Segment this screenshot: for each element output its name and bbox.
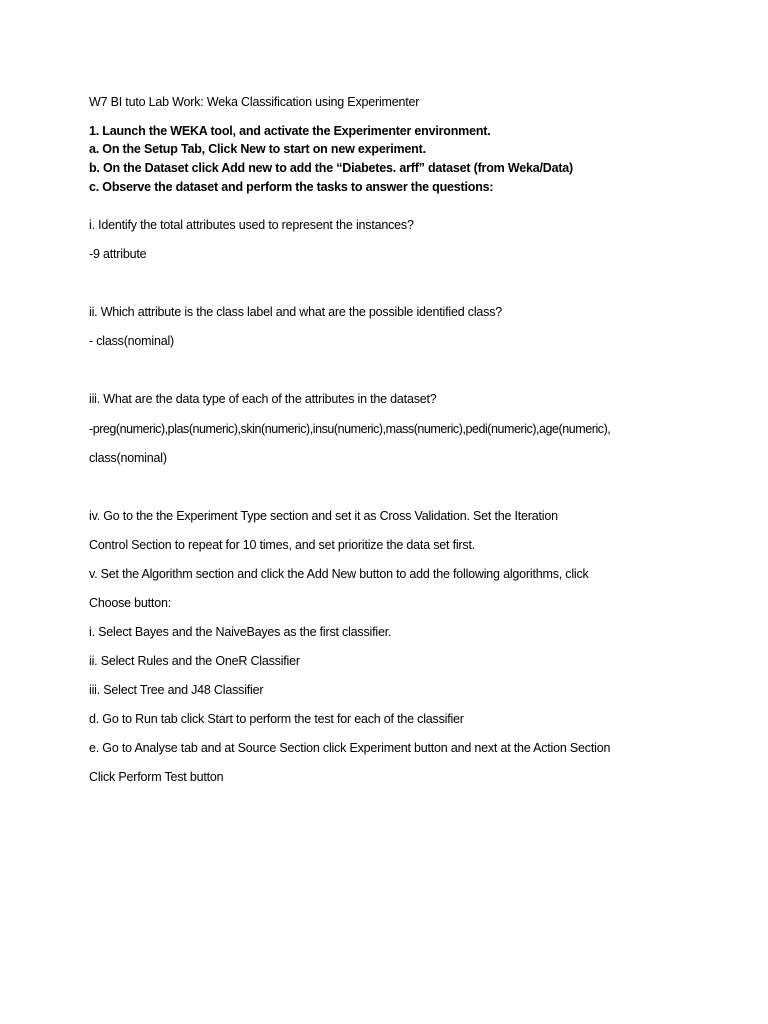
question-ii: ii. Which attribute is the class label and what are the possible identified class? — [89, 305, 502, 319]
answer-iii-line-1: -preg(numeric),plas(numeric),skin(numeric),insu(numeric),mass(numeric),pedi(numeric),age(numeric), — [89, 422, 611, 436]
step-d: d. Go to Run tab click Start to perform the test for each of the classifier — [89, 712, 464, 726]
step-v-line-1: v. Set the Algorithm section and click the Add New button to add the following algorithms, click — [89, 567, 589, 581]
instruction-1: 1. Launch the WEKA tool, and activate the Experimenter environment. — [89, 124, 491, 138]
question-i: i. Identify the total attributes used to represent the instances? — [89, 218, 414, 232]
instruction-a: a. On the Setup Tab, Click New to start on new experiment. — [89, 142, 426, 156]
step-e-line-1: e. Go to Analyse tab and at Source Section click Experiment button and next at the Action Section — [89, 741, 611, 755]
answer-iii-line-2: class(nominal) — [89, 451, 167, 465]
substep-iii: iii. Select Tree and J48 Classifier — [89, 683, 264, 697]
instruction-b: b. On the Dataset click Add new to add the “Diabetes. arff” dataset (from Weka/Data) — [89, 161, 573, 175]
step-iv-line-1: iv. Go to the the Experiment Type section and set it as Cross Validation. Set the Iteration — [89, 509, 558, 523]
substep-i: i. Select Bayes and the NaiveBayes as the first classifier. — [89, 625, 392, 639]
step-v-line-2: Choose button: — [89, 596, 171, 610]
instruction-c: c. Observe the dataset and perform the tasks to answer the questions: — [89, 180, 494, 194]
answer-i: -9 attribute — [89, 247, 147, 261]
question-iii: iii. What are the data type of each of the attributes in the dataset? — [89, 392, 437, 406]
answer-ii: - class(nominal) — [89, 334, 175, 348]
step-e-line-2: Click Perform Test button — [89, 770, 224, 784]
substep-ii: ii. Select Rules and the OneR Classifier — [89, 654, 300, 668]
document-title: W7 BI tuto Lab Work: Weka Classification using Experimenter — [89, 95, 420, 109]
step-iv-line-2: Control Section to repeat for 10 times, and set prioritize the data set first. — [89, 538, 475, 552]
